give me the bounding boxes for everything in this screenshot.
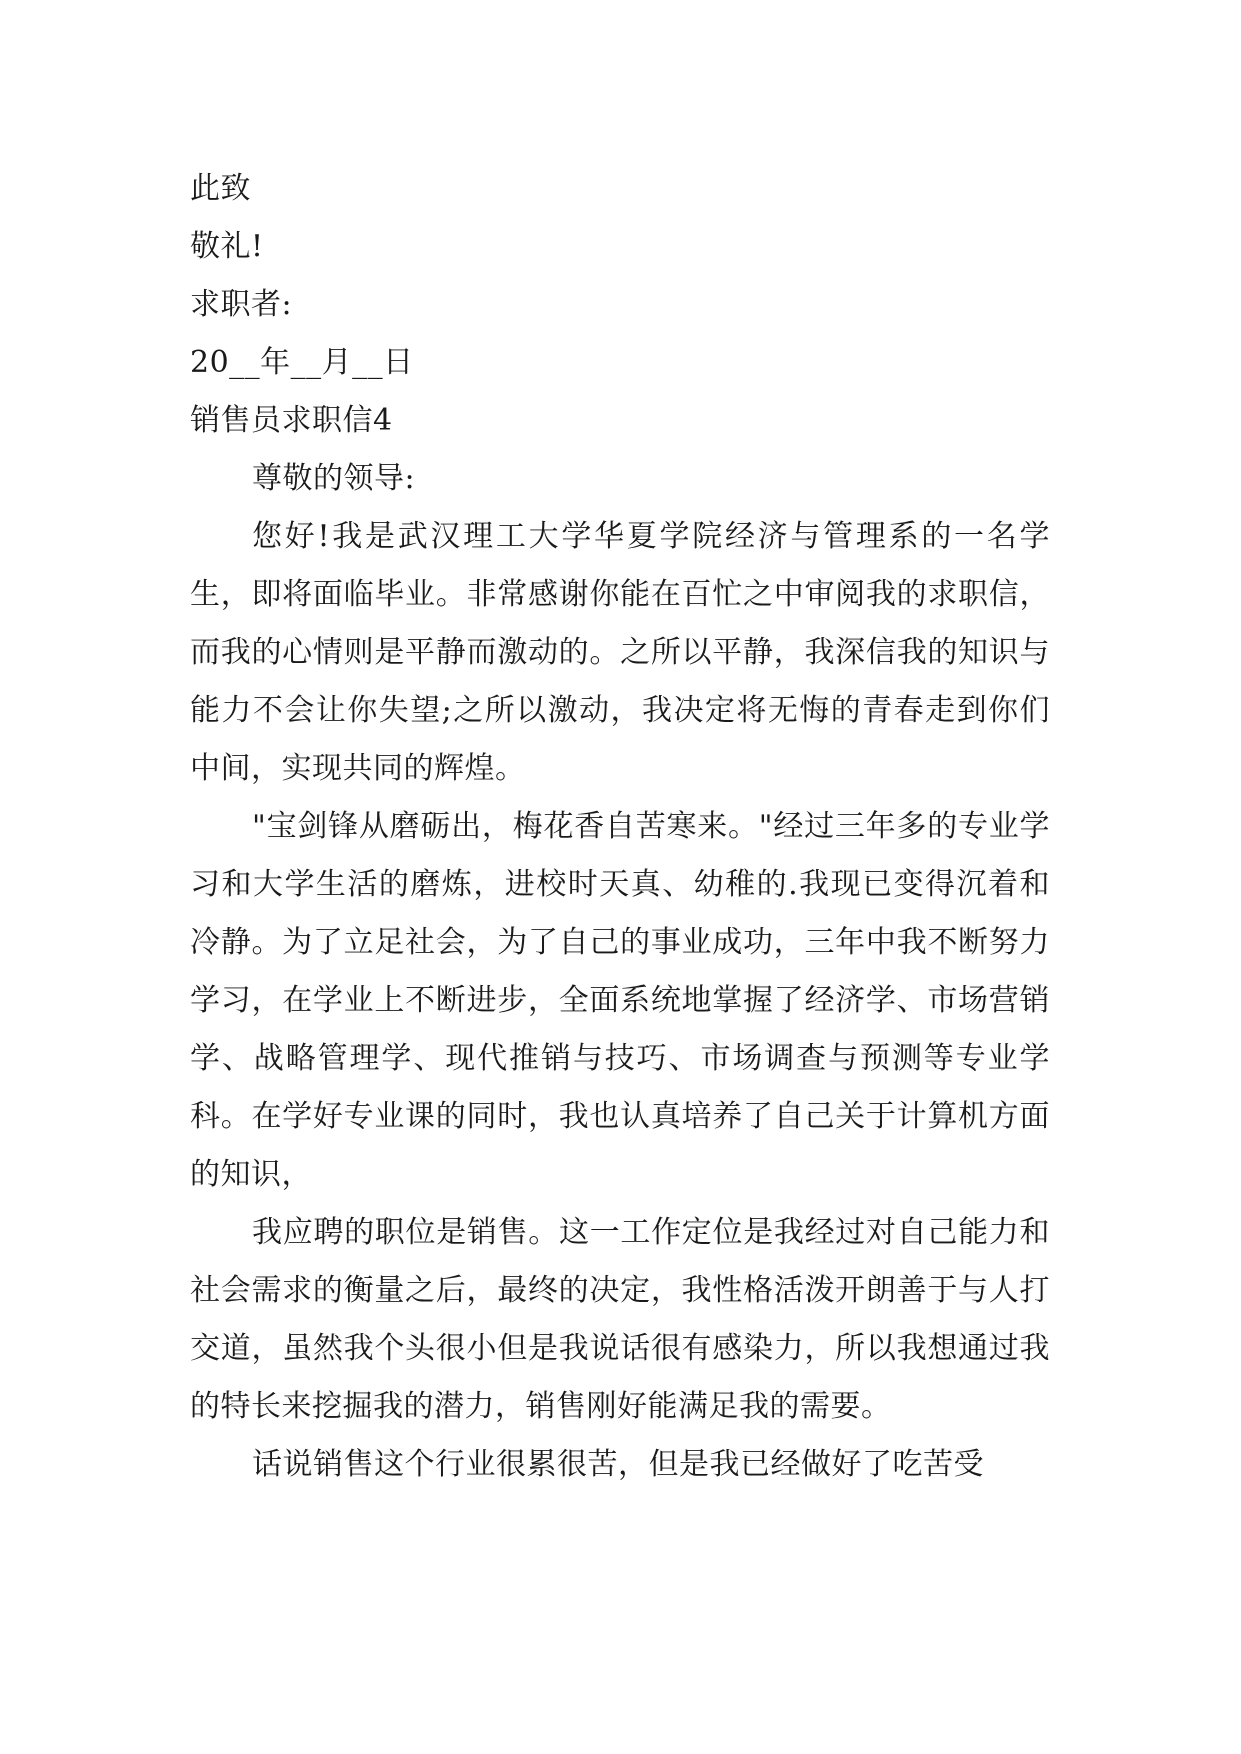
document-body	[190, 160, 1050, 1494]
section-title: 销售员求职信4	[190, 403, 393, 438]
paragraph-4: 话说销售这个行业很累很苦，但是我已经做好了吃苦受	[252, 1447, 984, 1482]
closing-line-1: 此致	[190, 171, 251, 206]
paragraph-2: "宝剑锋从磨砺出，梅花香自苦寒来。"经过三年多的专业学习和大学生活的磨炼，进校时天真、幼稚的.我现已变得沉着和冷静。为了立足社会，为了自己的事业成功，三年中我不断努力学习，在学业上不断进步，全面系统地掌握了经济学、市场营销学、战略管理学、现代推销与技巧、市场调查与预测等专业学科。在学好专业课的同时，我也认真培养了自己关于计算机方面的知识，	[190, 809, 1050, 1192]
salutation: 尊敬的领导:	[252, 461, 416, 496]
closing-line-2: 敬礼!	[190, 229, 264, 264]
paragraph-3: 我应聘的职位是销售。这一工作定位是我经过对自己能力和社会需求的衡量之后，最终的决定，我性格活泼开朗善于与人打交道，虽然我个头很小但是我说话很有感染力，所以我想通过我的特长来挖掘我的潜力，销售刚好能满足我的需要。	[190, 1215, 1050, 1424]
date-line: 20__年__月__日	[190, 345, 414, 380]
signature-label: 求职者:	[190, 287, 293, 322]
paragraph-1: 您好!我是武汉理工大学华夏学院经济与管理系的一名学生，即将面临毕业。非常感谢你能在百忙之中审阅我的求职信，而我的心情则是平静而激动的。之所以平静，我深信我的知识与能力不会让你失望;之所以激动，我决定将无悔的青春走到你们中间，实现共同的辉煌。	[190, 519, 1050, 786]
